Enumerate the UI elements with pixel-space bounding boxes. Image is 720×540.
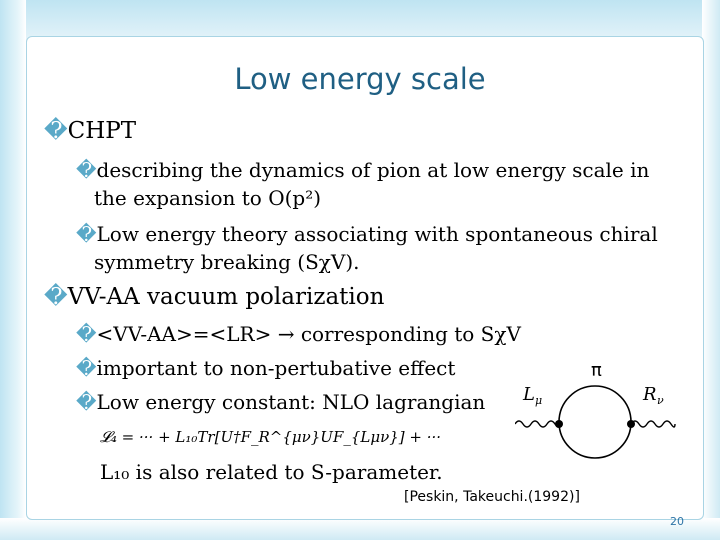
section-vv-aa: [44, 284, 384, 310]
item-text: describing the dynamics of pion at low energy scale in: [96, 158, 650, 182]
vacuum-polarization-diagram: [515, 352, 685, 472]
citation: [Peskin, Takeuchi.(1992)]: [404, 489, 580, 505]
bullet-icon: �: [76, 356, 97, 380]
list-item: [76, 322, 521, 346]
bullet-icon: �: [76, 158, 97, 182]
l10-note: L₁₀ is also related to S-parameter.: [100, 460, 443, 484]
bullet-icon: �: [76, 390, 97, 414]
section-chpt: [44, 118, 136, 144]
list-item: [76, 390, 485, 414]
list-item: [76, 356, 455, 380]
left-external-line: [515, 421, 559, 427]
section-heading: CHPT: [67, 118, 137, 144]
list-item: [76, 222, 658, 246]
left-current-label: L: [523, 384, 535, 405]
right-current-index: ν: [657, 394, 664, 407]
pion-loop: [559, 386, 631, 458]
lagrangian-equation: 𝓛₄ = ··· + L₁₀Tr[U†F_R^{μν}UF_{Lμν}] + ···: [100, 428, 442, 446]
left-vertex: [555, 420, 563, 428]
bullet-icon: �: [76, 322, 97, 346]
right-external-line: [631, 421, 675, 427]
pion-label: π: [591, 360, 602, 381]
item-continuation: symmetry breaking (SχV).: [94, 250, 360, 274]
slide-title: Low energy scale: [234, 62, 486, 96]
item-text: important to non-pertubative effect: [96, 356, 456, 380]
right-current-label: R: [643, 384, 657, 405]
bullet-icon: �: [44, 118, 68, 144]
bullet-icon: �: [76, 222, 97, 246]
bullet-icon: �: [44, 284, 68, 310]
section-heading: VV-AA vacuum polarization: [67, 284, 385, 310]
list-item: [76, 158, 649, 182]
item-text: Low energy theory associating with spontaneous chiral: [96, 222, 658, 246]
right-vertex: [627, 420, 635, 428]
page-number: 20: [670, 515, 684, 528]
left-current-index: μ: [535, 394, 543, 407]
item-text: <VV-AA>=<LR> → corresponding to SχV: [96, 322, 521, 346]
bottom-decorative-band: [0, 518, 720, 540]
item-continuation: the expansion to O(p²): [94, 186, 322, 210]
item-text: Low energy constant: NLO lagrangian: [96, 390, 486, 414]
